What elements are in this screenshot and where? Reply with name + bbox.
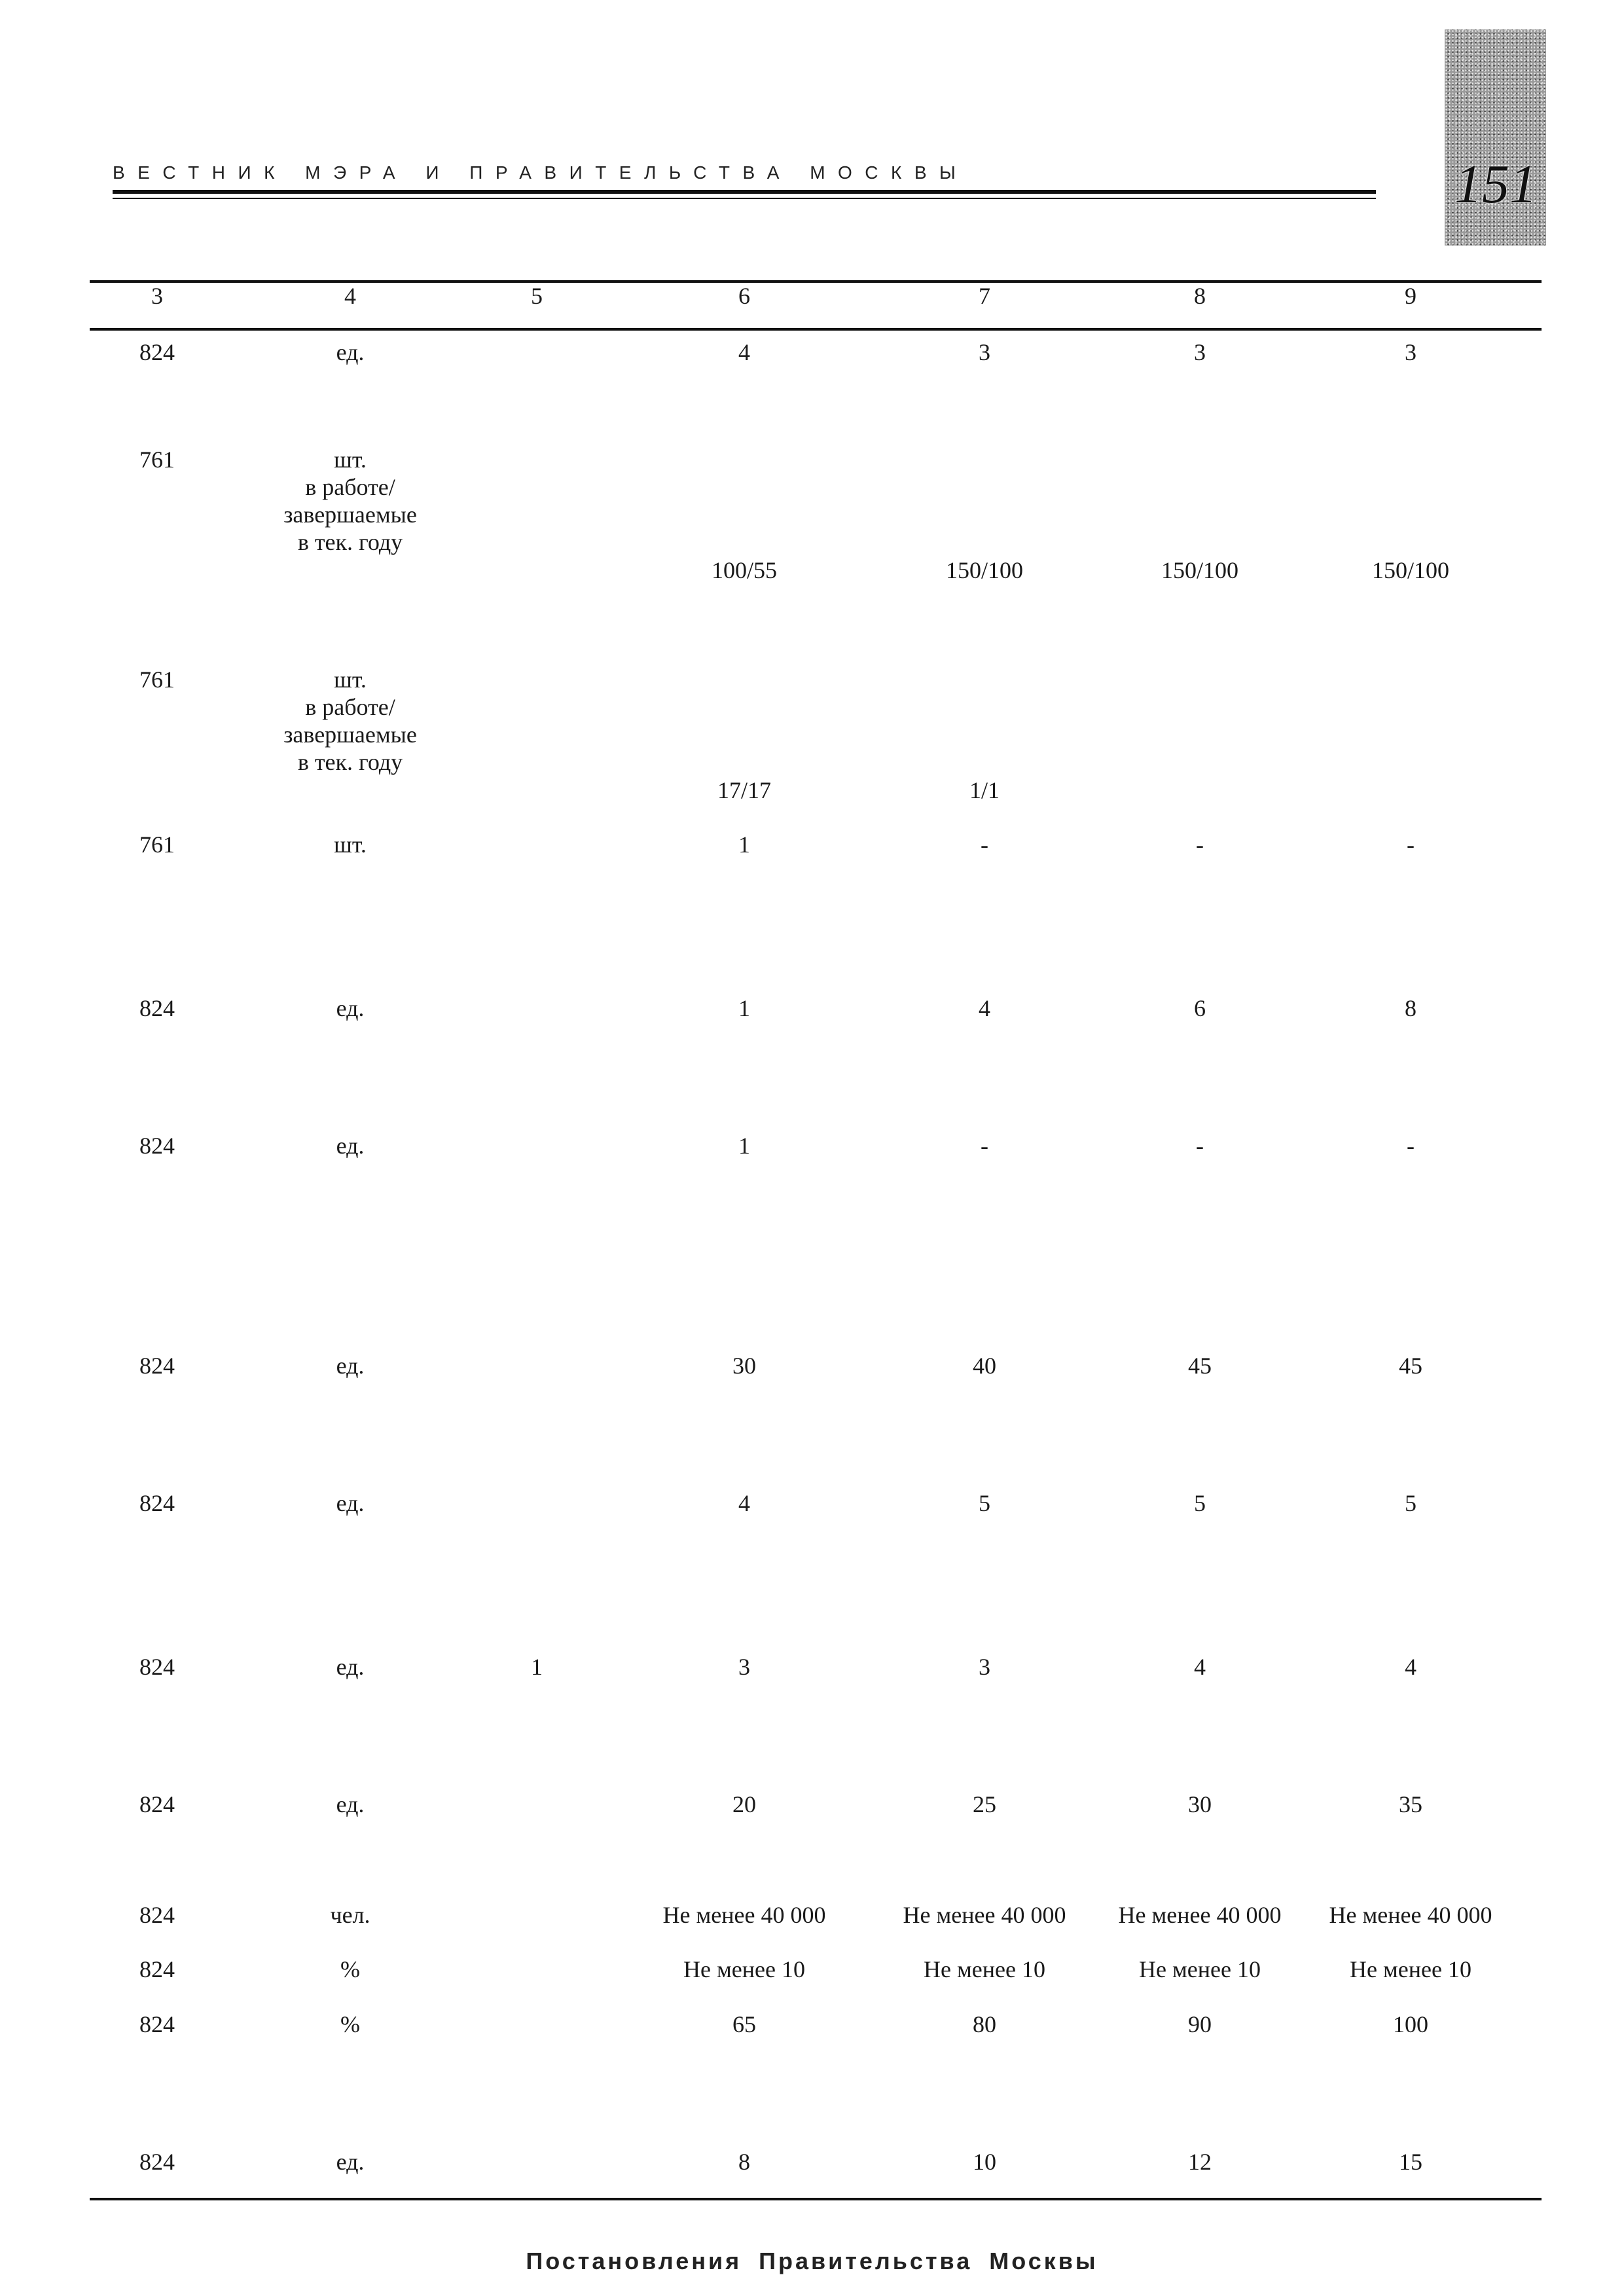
masthead-rule-thin [113, 198, 1376, 199]
value-cell: 80 [973, 2011, 996, 2037]
journal-masthead: ВЕСТНИК МЭРА И ПРАВИТЕЛЬСТВА МОСКВЫ [113, 162, 969, 183]
unit-cell: шт. в работе/ завершаемые в тек. году [283, 446, 417, 555]
masthead-rule [113, 190, 1376, 194]
value-cell: 1 [738, 995, 750, 1021]
value-cell: 5 [1194, 1490, 1206, 1516]
code-cell: 824 [139, 2149, 175, 2175]
column-header: 5 [531, 283, 543, 309]
value-cell: 10 [973, 2149, 996, 2175]
code-cell: 824 [139, 1133, 175, 1159]
value-cell: 150/100 [1161, 557, 1239, 583]
unit-cell: ед. [336, 995, 365, 1021]
table-bottom-rule [90, 2198, 1542, 2200]
value-cell: 3 [979, 339, 990, 365]
value-cell: Не менее 40 000 [662, 1902, 826, 1928]
column-header: 3 [151, 283, 163, 309]
value-cell: 20 [732, 1791, 756, 1817]
code-cell: 761 [139, 831, 175, 858]
value-cell: 1/1 [969, 777, 1000, 803]
page-number: 151 [1454, 154, 1537, 215]
value-cell: 5 [1405, 1490, 1416, 1516]
value-cell: 4 [738, 1490, 750, 1516]
unit-cell: ед. [336, 339, 365, 365]
value-cell: 100/55 [711, 557, 778, 583]
code-cell: 761 [139, 446, 175, 473]
value-cell: Не менее 10 [683, 1956, 805, 1982]
unit-cell: ед. [336, 1133, 365, 1159]
value-cell: Не менее 10 [1139, 1956, 1261, 1982]
value-cell: - [981, 1133, 988, 1159]
value-cell: 15 [1399, 2149, 1422, 2175]
code-cell: 761 [139, 666, 175, 693]
unit-cell: шт. [334, 831, 367, 858]
code-cell: 824 [139, 1654, 175, 1680]
value-cell: 30 [732, 1353, 756, 1379]
value-cell: 17/17 [717, 777, 772, 803]
value-cell: 4 [738, 339, 750, 365]
footer-section-title: Постановления Правительства Москвы [526, 2248, 1098, 2274]
value-cell: 150/100 [945, 557, 1024, 583]
unit-cell: ед. [336, 2149, 365, 2175]
value-cell: Не менее 10 [924, 1956, 1045, 1982]
value-cell: Не менее 40 000 [1329, 1902, 1492, 1928]
value-cell: 4 [1405, 1654, 1416, 1680]
value-cell: Не менее 10 [1350, 1956, 1471, 1982]
unit-cell: чел. [330, 1902, 370, 1928]
unit-cell: шт. в работе/ завершаемые в тек. году [283, 666, 417, 775]
column-header: 7 [979, 283, 990, 309]
value-cell: 8 [1405, 995, 1416, 1021]
value-cell: - [981, 831, 988, 858]
value-cell: 3 [1194, 339, 1206, 365]
value-cell: 45 [1188, 1353, 1212, 1379]
column-header: 4 [344, 283, 356, 309]
value-cell: 1 [738, 1133, 750, 1159]
code-cell: 824 [139, 1902, 175, 1928]
code-cell: 824 [139, 2011, 175, 2037]
value-cell: 45 [1399, 1353, 1422, 1379]
value-cell: 35 [1399, 1791, 1422, 1817]
code-cell: 824 [139, 1791, 175, 1817]
code-cell: 824 [139, 1956, 175, 1982]
value-cell: 30 [1188, 1791, 1212, 1817]
value-cell: Не менее 40 000 [1118, 1902, 1282, 1928]
table-top-rule [90, 280, 1542, 283]
table-header-rule [90, 328, 1542, 331]
column-header: 6 [738, 283, 750, 309]
value-cell: 90 [1188, 2011, 1212, 2037]
value-cell: 5 [979, 1490, 990, 1516]
value-cell: 4 [1194, 1654, 1206, 1680]
unit-cell: ед. [336, 1654, 365, 1680]
value-cell: 3 [979, 1654, 990, 1680]
value-cell: 40 [973, 1353, 996, 1379]
unit-cell: ед. [336, 1490, 365, 1516]
value-cell: 8 [738, 2149, 750, 2175]
unit-cell: % [340, 1956, 360, 1982]
value-cell: 12 [1188, 2149, 1212, 2175]
code-cell: 824 [139, 1490, 175, 1516]
code-cell: 824 [139, 1353, 175, 1379]
value-cell: 4 [979, 995, 990, 1021]
unit-cell: ед. [336, 1791, 365, 1817]
value-cell: 25 [973, 1791, 996, 1817]
value-cell: 1 [531, 1654, 543, 1680]
column-header: 8 [1194, 283, 1206, 309]
value-cell: - [1407, 831, 1415, 858]
value-cell: 65 [732, 2011, 756, 2037]
unit-cell: ед. [336, 1353, 365, 1379]
value-cell: Не менее 40 000 [903, 1902, 1066, 1928]
value-cell: 3 [738, 1654, 750, 1680]
value-cell: - [1196, 831, 1204, 858]
code-cell: 824 [139, 995, 175, 1021]
code-cell: 824 [139, 339, 175, 365]
unit-cell: % [340, 2011, 360, 2037]
value-cell: - [1407, 1133, 1415, 1159]
value-cell: - [1196, 1133, 1204, 1159]
column-header: 9 [1405, 283, 1416, 309]
value-cell: 150/100 [1371, 557, 1450, 583]
value-cell: 3 [1405, 339, 1416, 365]
value-cell: 6 [1194, 995, 1206, 1021]
value-cell: 1 [738, 831, 750, 858]
value-cell: 100 [1393, 2011, 1428, 2037]
